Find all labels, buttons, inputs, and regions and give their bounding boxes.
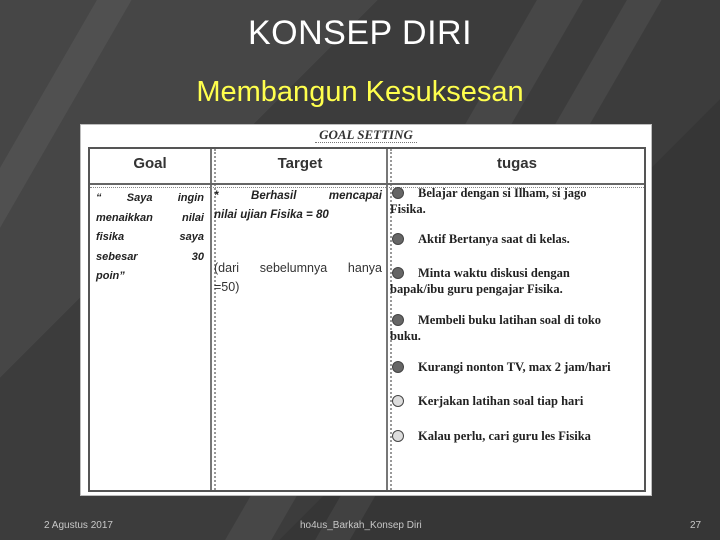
smiley-icon [392, 395, 404, 407]
goal-line: “ Saya ingin [96, 192, 204, 204]
slide-subtitle: Membangun Kesuksesan [196, 76, 524, 108]
task-line: Fisika. [390, 202, 426, 216]
smiley-icon [392, 267, 404, 279]
goal-line: poin” [96, 270, 125, 282]
task-line: Belajar dengan si Ilham, si jago [418, 186, 587, 200]
task-line: buku. [390, 329, 421, 343]
goal-setting-table [88, 147, 646, 492]
column-header-tugas: tugas [496, 155, 537, 172]
task-item [390, 231, 644, 247]
task-item [390, 312, 644, 344]
task-line: Membeli buku latihan soal di toko [418, 313, 602, 327]
smiley-icon [392, 187, 404, 199]
target-line: * Berhasil mencapai [214, 190, 382, 202]
task-item [390, 265, 644, 297]
task-item [390, 359, 644, 375]
smiley-icon [392, 361, 404, 373]
goal-line: fisika saya [96, 231, 204, 243]
task-item [390, 393, 644, 409]
task-line: Aktif Bertanya saat di kelas. [418, 232, 570, 246]
target-note [214, 259, 382, 297]
task-line: Kalau perlu, cari guru les Fisika [418, 429, 591, 443]
target-cell [214, 187, 382, 225]
goal-cell [96, 189, 204, 287]
document-heading-text: GOAL SETTING [315, 127, 417, 143]
column-divider [210, 149, 212, 490]
goal-line: sebesar 30 [96, 250, 204, 263]
footer-page-number: 27 [690, 520, 702, 531]
task-line: bapak/ibu guru pengajar Fisika. [390, 282, 563, 296]
task-line: Kerjakan latihan soal tiap hari [418, 394, 584, 408]
slide-title: KONSEP DIRI [247, 14, 473, 52]
column-header-goal: Goal [133, 155, 167, 172]
document-heading [81, 127, 651, 143]
task-line: Kurangi nonton TV, max 2 jam/hari [418, 360, 611, 374]
task-line: Minta waktu diskusi dengan [418, 266, 570, 280]
task-item [390, 185, 644, 217]
column-header-target: Target [277, 155, 323, 172]
target-note-line: =50) [214, 280, 240, 294]
smiley-icon [392, 233, 404, 245]
goal-setting-document [80, 124, 652, 496]
smiley-icon [392, 430, 404, 442]
footer-source: ho4us_Barkah_Konsep Diri [300, 520, 422, 531]
task-item [390, 428, 644, 444]
target-note-line: (dari sebelumnya hanya [214, 261, 382, 275]
target-line: nilai ujian Fisika = 80 [214, 209, 329, 221]
smiley-icon [392, 314, 404, 326]
column-divider [386, 149, 388, 490]
goal-line: menaikkan nilai [96, 211, 204, 224]
footer-date: 2 Agustus 2017 [44, 520, 113, 531]
